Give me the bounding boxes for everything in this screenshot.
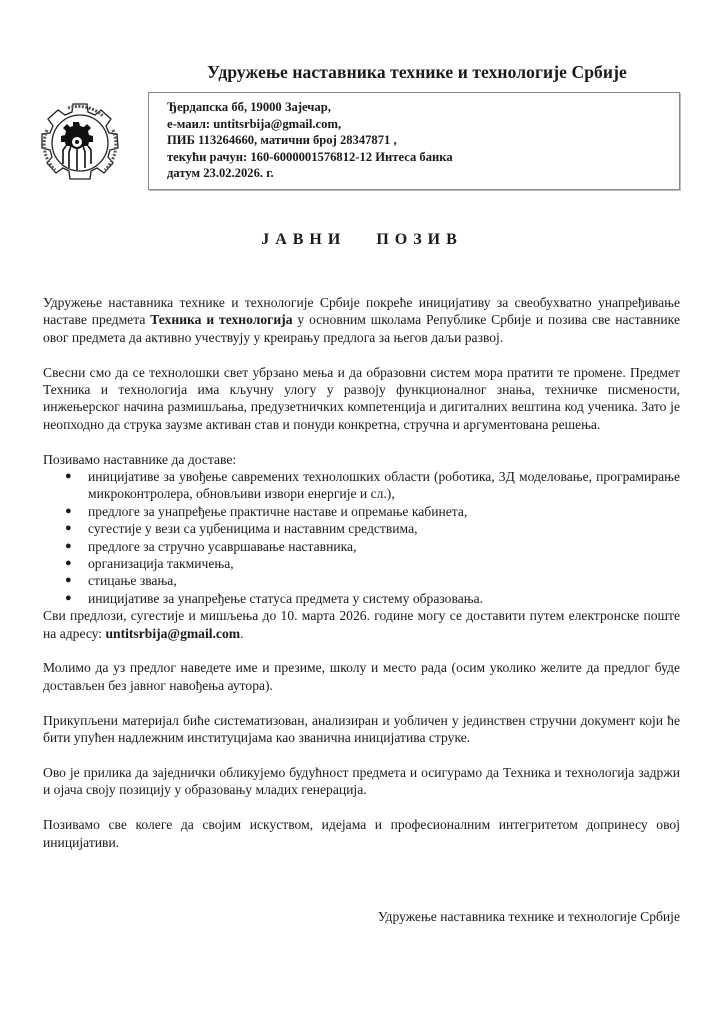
invitation-paragraph: Позивамо све колеге да својим искуством, идејама и професионалним интегритетом допринесу овој иницијативи. [43,817,680,850]
intro-paragraph [43,294,680,346]
submission-section [43,451,680,642]
submission-info: Сви предлози, сугестије и мишљења до 10. марта 2026. године могу се доставити путем електронске поште на адресу: untitsrbija@gmail.com. [43,608,680,641]
proposal-list [43,468,680,607]
organization-title: Удружење наставника технике и технологије Србије [207,62,627,82]
tax-id-line: ПИБ 113264660, матични број 28347871 , [167,133,397,148]
list-item: ● предлоге за стручно усавршавање наставника, [65,538,357,554]
intro-text: Удружење наставника технике и технологије Србије покреће иницијативу за свеобухватно унапређивање наставе предмета [43,295,680,328]
list-intro: Позивамо наставнике да доставе: [43,451,237,467]
list-item: ● иницијативе за увођење савремених технолошких области (роботика, 3Д моделовање, програмирање микроконтролера, обновљиви извори енергије и сл.), [65,469,680,502]
bullet-icon: ● [65,591,72,604]
date-line: датум 23.02.2026. г. [167,166,274,181]
author-info-paragraph: Молимо да уз предлог наведете име и презиме, школу и место рада (осим уколико желите да предлог буде достављен без јавног навођења аутора). [43,660,680,693]
subject-name: Техника и технологија [150,312,293,328]
list-item: ● организација такмичења, [65,556,234,572]
bullet-icon: ● [65,470,72,483]
document-body [43,294,680,868]
bullet-icon: ● [65,522,72,535]
material-paragraph: Прикупљени материјал биће систематизован, анализиран и уобличен у јединствен стручни документ који ће бити упућен надлежним институцијама као званична иницијатива струке. [43,712,680,746]
signature: Удружење наставника технике и технологије Србије [377,909,680,924]
list-item: ● иницијативе за унапређење статуса предмета у систему образовања. [65,590,484,606]
bullet-icon: ● [65,504,72,517]
email-line: е-маил: untitsrbija@gmail.com, [167,116,342,131]
address-line: Ђердапска бб, 19000 Зајечар, [167,100,331,114]
list-item: ● стицање звања, [65,573,177,589]
bullet-icon: ● [65,557,72,570]
contact-info-box [148,92,680,190]
submission-email-link[interactable]: untitsrbija@gmail.com [105,625,241,641]
future-paragraph: Ово је прилика да заједнички обликујемо будућност предмета и осигурамо да Техника и технологија задржи и ојача своју позицију у образовању младих генерација. [43,764,680,798]
list-item: ● предлоге за унапређење практичне наставе и опремање кабинета, [65,503,468,519]
bullet-icon: ● [65,539,72,552]
list-item: ● сугестије у вези са уџбеницима и наставним средствима, [65,521,418,537]
gear-circuit-logo-icon [33,100,127,194]
document-heading: ЈАВНИ ПОЗИВ [261,231,463,248]
context-paragraph: Свесни смо да се технолошки свет убрзано мења и да образовни систем мора пратити те промене. Предмет Техника и технологија има кључну улогу у развоју функционалног знања, техничке писмености, инжењерског начина размишљања, предузетничких компетенција и дигиталних вештина код ученика. Зато је неопходно да струка заузме активан став и понуди конкретна, стручна и аргументована решења. [43,364,680,432]
intro-text-end: у основним школама Републике Србије и позива све наставнике овог предмета да активно учествују у креирању предлога за његов даљи развој. [43,312,680,345]
bank-account-line: текући рачун: 160-6000001576812-12 Интеса банка [167,149,453,164]
bullet-icon: ● [65,574,72,587]
